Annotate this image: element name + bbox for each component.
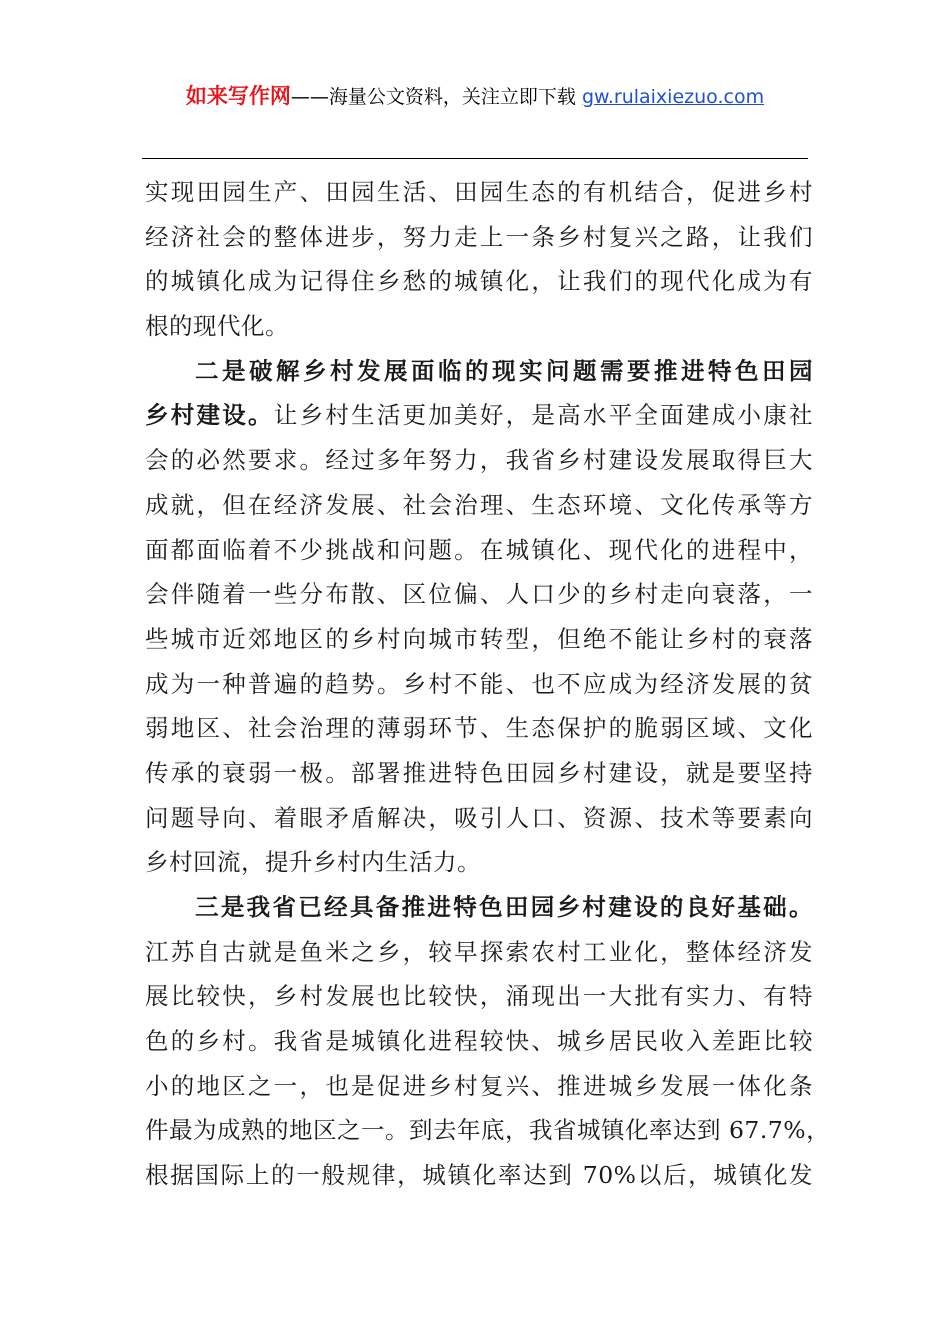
paragraph-2-line: 会伴随着一些分布散、区位偏、人口少的乡村走向衰落，一 (145, 580, 813, 609)
paragraph-3-line: 展比较快，乡村发展也比较快，涌现出一大批有实力、有特 (145, 982, 813, 1011)
paragraph-2-line: 弱地区、社会治理的薄弱环节、生态保护的脆弱区域、文化 (145, 714, 813, 743)
document-body (145, 170, 831, 1198)
paragraph-2-line (145, 393, 813, 438)
paragraph-3-line: 根据国际上的一般规律，城镇化率达到 70%以后，城镇化发 (145, 1161, 813, 1190)
paragraph-2-text: 让乡村生活更加美好，是高水平全面建成小康社 (273, 401, 814, 430)
header-slogan: ——海量公文资料，关注立即下载 (290, 86, 576, 108)
paragraph-1-line: 实现田园生产、田园生活、田园生态的有机结合，促进乡村 (145, 178, 813, 206)
website-link[interactable]: gw.rulaixiezuo.com (581, 86, 765, 108)
paragraph-2-line: 会的必然要求。经过多年努力，我省乡村建设发展取得巨大 (145, 446, 813, 475)
paragraph-3-heading: 三是我省已经具备推进特色田园乡村建设的良好基础。 (195, 893, 813, 921)
paragraph-2-line: 成为一种普遍的趋势。乡村不能、也不应成为经济发展的贫 (145, 669, 813, 698)
paragraph-1-line: 根的现代化。 (145, 312, 289, 341)
paragraph-2-line: 传承的衰弱一极。部署推进特色田园乡村建设，就是要坚持 (145, 758, 813, 787)
paragraph-2-line: 些城市近郊地区的乡村向城市转型，但绝不能让乡村的衰落 (145, 624, 813, 653)
paragraph-3-line: 色的乡村。我省是城镇化进程较快、城乡居民收入差距比较 (145, 1027, 813, 1056)
paragraph-3-line: 江苏自古就是鱼米之乡，较早探索农村工业化，整体经济发 (145, 937, 813, 966)
header-divider (142, 158, 808, 159)
paragraph-2-heading: 二是破解乡村发展面临的现实问题需要推进特色田园 (195, 356, 813, 385)
page-header (0, 78, 950, 115)
brand-name[interactable]: 如来写作网 (185, 84, 291, 108)
paragraph-2-line: 面都面临着不少挑战和问题。在城镇化、现代化的进程中， (145, 535, 813, 564)
paragraph-3-line: 小的地区之一，也是促进乡村复兴、推进城乡发展一体化条 (145, 1071, 813, 1100)
paragraph-2-line: 成就，但在经济发展、社会治理、生态环境、文化传承等方 (145, 490, 813, 519)
paragraph-2-heading-end: 乡村建设。 (145, 401, 274, 430)
paragraph-1-line: 经济社会的整体进步，努力走上一条乡村复兴之路，让我们 (145, 222, 813, 251)
paragraph-1-line: 的城镇化成为记得住乡愁的城镇化，让我们的现代化成为有 (145, 267, 813, 296)
paragraph-2-line: 问题导向、着眼矛盾解决，吸引人口、资源、技术等要素向 (145, 803, 813, 832)
paragraph-3-line: 件最为成熟的地区之一。到去年底，我省城镇化率达到 67.7%， (145, 1116, 831, 1145)
paragraph-2-line: 乡村回流，提升乡村内生活力。 (145, 848, 481, 877)
